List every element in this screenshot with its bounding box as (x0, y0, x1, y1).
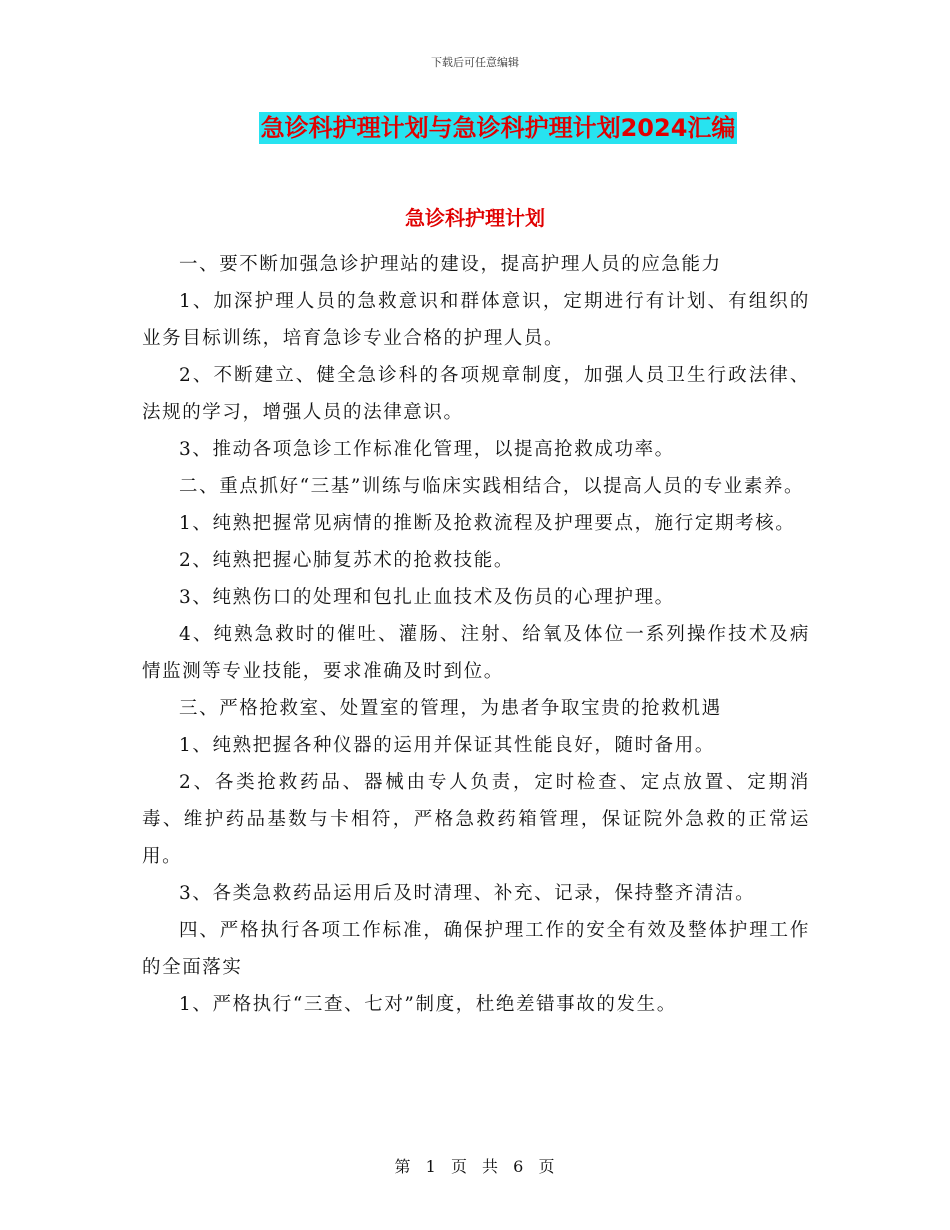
paragraph: 1、纯熟把握各种仪器的运用并保证其性能良好，随时备用。 (179, 735, 715, 756)
paragraph: 三、严格抢救室、处置室的管理，为患者争取宝贵的抢救机遇 (179, 698, 722, 719)
footer-current-page: 1 (425, 1157, 437, 1176)
paragraph: 3、各类急救药品运用后及时清理、补充、记录，保持整齐清洁。 (179, 883, 756, 904)
paragraph: 1、纯熟把握常见病情的推断及抢救流程及护理要点，施行定期考核。 (179, 513, 796, 534)
paragraph: 2、纯熟把握心肺复苏术的抢救技能。 (179, 550, 514, 571)
document-title: 急诊科护理计划与急诊科护理计划2024汇编 (260, 114, 736, 142)
page-footer (0, 1154, 950, 1177)
paragraph: 一、要不断加强急诊护理站的建设，提高护理人员的应急能力 (179, 254, 722, 275)
paragraph: 二、重点抓好“三基”训练与临床实践相结合，以提高人员的专业素养。 (179, 476, 805, 497)
paragraph: 1、严格执行“三查、七对”制度，杜绝差错事故的发生。 (179, 994, 677, 1015)
paragraph: 3、纯熟伤口的处理和包扎止血技术及伤员的心理护理。 (179, 587, 675, 608)
paragraph: 四、严格执行各项工作标准，确保护理工作的安全有效及整体护理工作的全面落实 (142, 920, 810, 978)
footer-total-pages: 6 (513, 1157, 525, 1176)
paragraph: 3、推动各项急诊工作标准化管理，以提高抢救成功率。 (179, 439, 675, 460)
footer-label-total: 共 (482, 1157, 500, 1176)
paragraph: 2、不断建立、健全急诊科的各项规章制度，加强人员卫生行政法律、法规的学习，增强人员的法律意识。 (142, 365, 810, 423)
document-title-wrap (0, 112, 950, 144)
paragraph: 1、加深护理人员的急救意识和群体意识，定期进行有计划、有组织的业务目标训练，培育急诊专业合格的护理人员。 (142, 291, 810, 349)
footer-label-page-unit: 页 (450, 1157, 468, 1176)
paragraph: 4、纯熟急救时的催吐、灌肠、注射、给氧及体位一系列操作技术及病情监测等专业技能，要求准确及时到位。 (142, 624, 810, 682)
header-note: 下载后可任意编辑 (431, 56, 519, 69)
footer-label-page: 第 (394, 1157, 412, 1176)
body-text (142, 246, 810, 1023)
paragraph: 2、各类抢救药品、器械由专人负责，定时检查、定点放置、定期消毒、维护药品基数与卡相符，严格急救药箱管理，保证院外急救的正常运用。 (142, 772, 810, 867)
footer-label-page-unit-end: 页 (538, 1157, 556, 1176)
section-title: 急诊科护理计划 (405, 206, 545, 230)
